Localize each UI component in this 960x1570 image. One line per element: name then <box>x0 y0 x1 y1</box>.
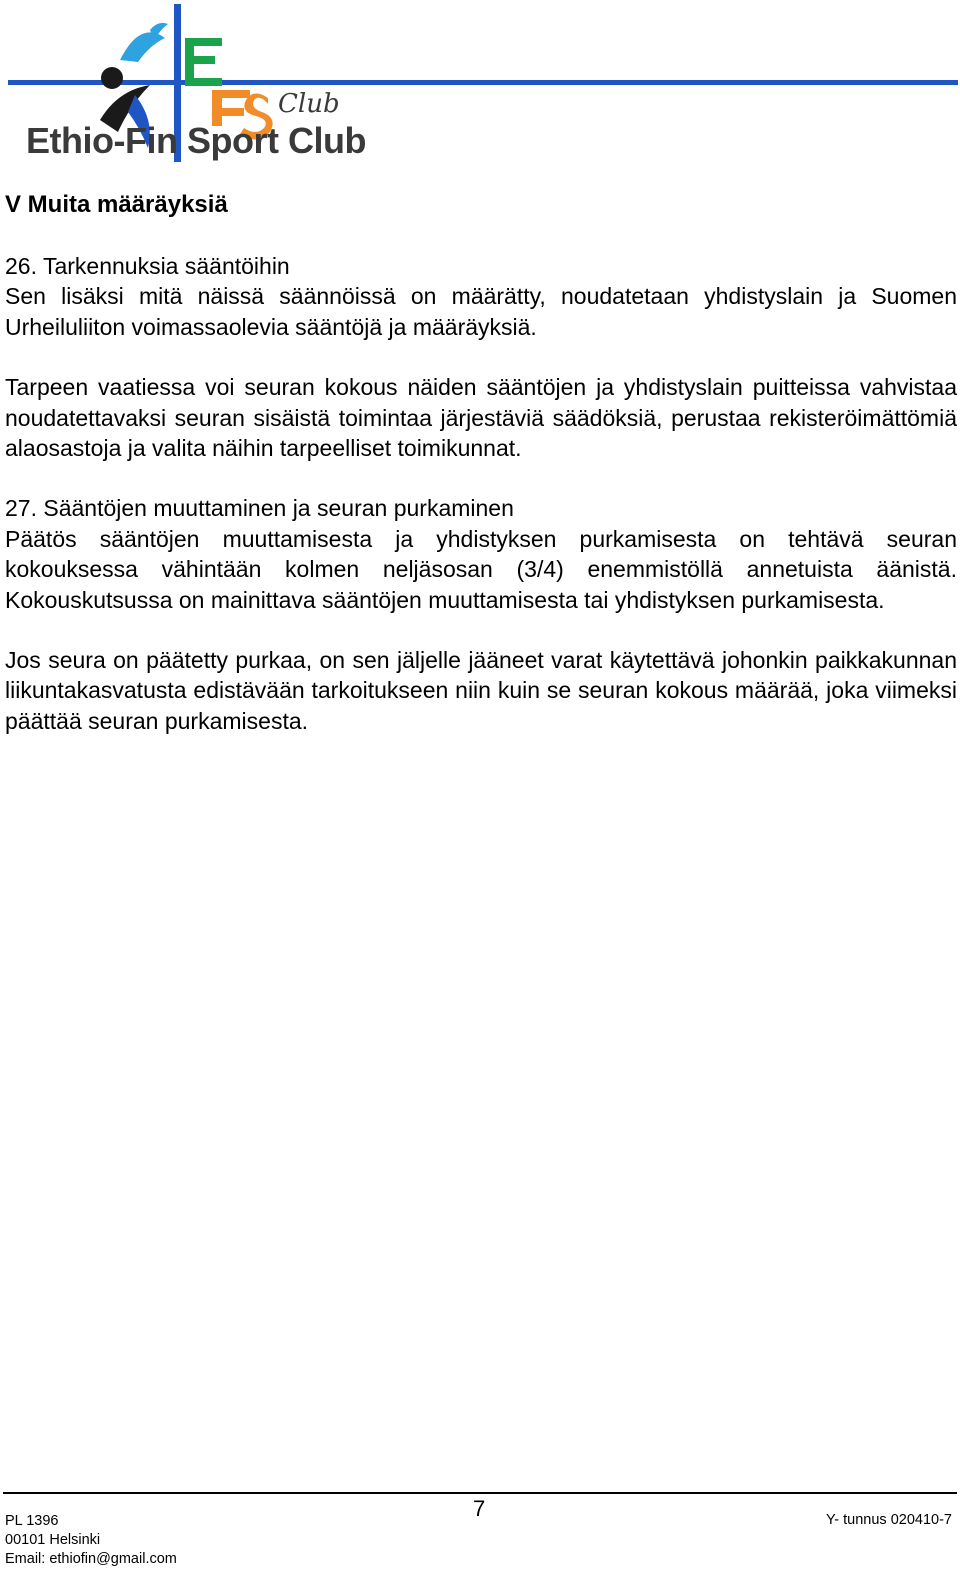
footer-address <box>5 1512 177 1569</box>
paragraph-26-text: Sen lisäksi mitä näissä säännöissä on määrätty, noudatetaan yhdistyslain ja Suomen Urheiluliiton voimassaolevia sääntöjä ja määräyksiä. <box>5 283 957 340</box>
document-body <box>5 190 957 766</box>
section-title: V Muita määräyksiä <box>5 191 228 218</box>
paragraph-27-second: Jos seura on päätetty purkaa, on sen jäljelle jääneet varat käytettävä johonkin paikkakunnan liikuntakasvatusta edistävään tarkoitukseen niin kuin se seuran kokous määrää, joka viimeksi päättää seuran purkamisesta. <box>5 647 957 734</box>
paragraph-27-text: Päätös sääntöjen muuttamisesta ja yhdistyksen purkamisesta on tehtävä seuran kokouksessa vähintään kolmen neljäsosan (3/4) enemmistöllä annetuista äänistä. Kokouskutsussa on mainittava sääntöjen muuttamisesta tai yhdistyksen purkamisesta. <box>5 525 957 613</box>
footer-email: Email: ethiofin@gmail.com <box>5 1551 177 1567</box>
paragraph-26-second: Tarpeen vaatiessa voi seuran kokous näiden sääntöjen ja yhdistyslain puitteissa vahvistaa noudatettavaksi seuran sisäistä toimintaa järjestäviä säädöksiä, perustaa rekisteröimättömiä alaosastoja ja valita näihin tarpeelliset toimikunnat. <box>5 374 957 462</box>
heading-26: 26. Tarkennuksia sääntöihin <box>5 253 290 279</box>
business-id: Y- tunnus 020410-7 <box>825 1512 952 1528</box>
footer-city: 00101 Helsinki <box>5 1532 101 1548</box>
header-rule <box>8 80 958 85</box>
logo-wordmark: Ethio-Fin Sport Club <box>26 120 366 161</box>
page-number: 7 <box>473 1496 486 1521</box>
footer-rule <box>3 1492 957 1494</box>
page-header <box>0 0 960 170</box>
paragraph-27-intro <box>5 493 957 615</box>
logo-club-script: Club <box>278 89 340 119</box>
footer-po-box: PL 1396 <box>5 1513 59 1529</box>
paragraph-26-intro <box>5 251 957 342</box>
heading-27: 27. Sääntöjen muuttaminen ja seuran purkaminen <box>5 495 514 522</box>
